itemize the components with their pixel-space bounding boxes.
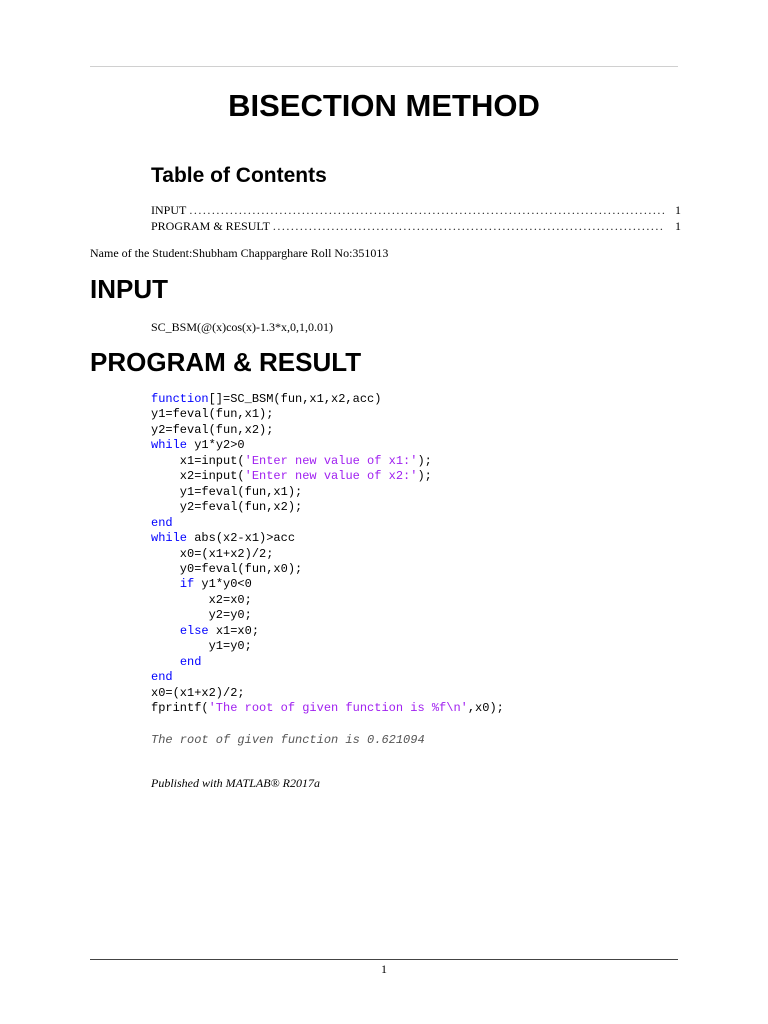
- code-line: [151, 392, 381, 406]
- code-line: [151, 547, 273, 561]
- code-keyword: end: [151, 515, 173, 530]
- code-keyword: while: [151, 438, 188, 453]
- code-keyword: while: [151, 531, 188, 546]
- toc-entry-program[interactable]: [151, 218, 681, 234]
- code-text: ,x0);: [467, 701, 504, 716]
- code-line: [151, 562, 302, 576]
- code-string: 'The root of given function is %f\n': [208, 701, 468, 716]
- code-text: fprintf(: [151, 701, 209, 716]
- student-info: Name of the Student:Shubham Chapparghare Roll No:351013: [90, 246, 389, 260]
- code-text: x0=(x1+x2)/2;: [151, 685, 245, 700]
- code-text: x0=(x1+x2)/2;: [151, 546, 274, 561]
- program-output: The root of given function is 0.621094: [151, 733, 425, 747]
- code-line: [151, 701, 504, 715]
- code-string: 'Enter new value of x1:': [244, 453, 418, 468]
- code-text: [151, 577, 180, 591]
- code-text: x2=input(: [151, 469, 245, 484]
- toc-dot-leader: [273, 218, 665, 234]
- code-keyword: if: [179, 577, 195, 592]
- toc-entry-page: 1: [675, 203, 681, 217]
- code-line: [151, 469, 432, 483]
- code-text: [151, 624, 180, 638]
- code-line: [151, 485, 302, 499]
- code-line: [151, 577, 252, 591]
- code-block: [151, 392, 504, 717]
- code-text: x1=x0;: [208, 623, 260, 638]
- page-number: 1: [381, 962, 387, 976]
- code-text: );: [417, 469, 432, 484]
- code-text: y1*y2>0: [187, 438, 245, 453]
- code-text: y2=y0;: [151, 608, 252, 623]
- code-text: y2=feval(fun,x2);: [151, 422, 274, 437]
- toc-entry-input[interactable]: [151, 202, 681, 218]
- bottom-rule: [90, 959, 678, 960]
- code-line: [151, 531, 295, 545]
- code-line: [151, 608, 252, 622]
- table-of-contents: [151, 202, 681, 234]
- toc-heading: Table of Contents: [151, 164, 327, 187]
- code-text: y2=feval(fun,x2);: [151, 500, 303, 515]
- code-text: y1*y0<0: [194, 577, 252, 592]
- code-keyword: function: [151, 392, 209, 406]
- top-rule: [90, 66, 678, 67]
- program-section-heading: PROGRAM & RESULT: [90, 347, 362, 377]
- code-line: [151, 407, 273, 421]
- code-keyword: else: [179, 623, 209, 638]
- code-line: [151, 686, 245, 700]
- toc-entry-label[interactable]: INPUT: [151, 203, 187, 217]
- document-title: BISECTION METHOD: [228, 88, 540, 123]
- toc-entry-label[interactable]: PROGRAM & RESULT: [151, 219, 270, 233]
- code-line: [151, 454, 432, 468]
- code-line: [151, 593, 252, 607]
- code-line: [151, 655, 201, 669]
- code-line: [151, 500, 302, 514]
- code-line: [151, 670, 173, 684]
- code-text: y1=y0;: [151, 639, 252, 654]
- code-text: y0=feval(fun,x0);: [151, 561, 303, 576]
- code-text: );: [417, 453, 432, 468]
- toc-dot-leader: [189, 202, 665, 218]
- code-line: [151, 624, 259, 638]
- code-string: 'Enter new value of x2:': [244, 469, 418, 484]
- code-line: [151, 423, 273, 437]
- code-line: [151, 438, 245, 452]
- code-text: y1=feval(fun,x1);: [151, 407, 274, 422]
- code-text: y1=feval(fun,x1);: [151, 484, 303, 499]
- code-text: [151, 655, 180, 669]
- code-text: []=SC_BSM(fun,x1,x2,acc): [208, 392, 382, 406]
- code-keyword: end: [179, 654, 202, 669]
- code-text: x1=input(: [151, 453, 245, 468]
- code-text: abs(x2-x1)>acc: [187, 531, 296, 546]
- code-text: x2=x0;: [151, 592, 252, 607]
- code-keyword: end: [151, 670, 173, 685]
- toc-entry-page: 1: [675, 219, 681, 233]
- code-line: [151, 639, 252, 653]
- input-call: SC_BSM(@(x)cos(x)-1.3*x,0,1,0.01): [151, 320, 334, 334]
- input-section-heading: INPUT: [90, 274, 168, 304]
- published-note: Published with MATLAB® R2017a: [151, 776, 321, 790]
- code-line: [151, 516, 173, 530]
